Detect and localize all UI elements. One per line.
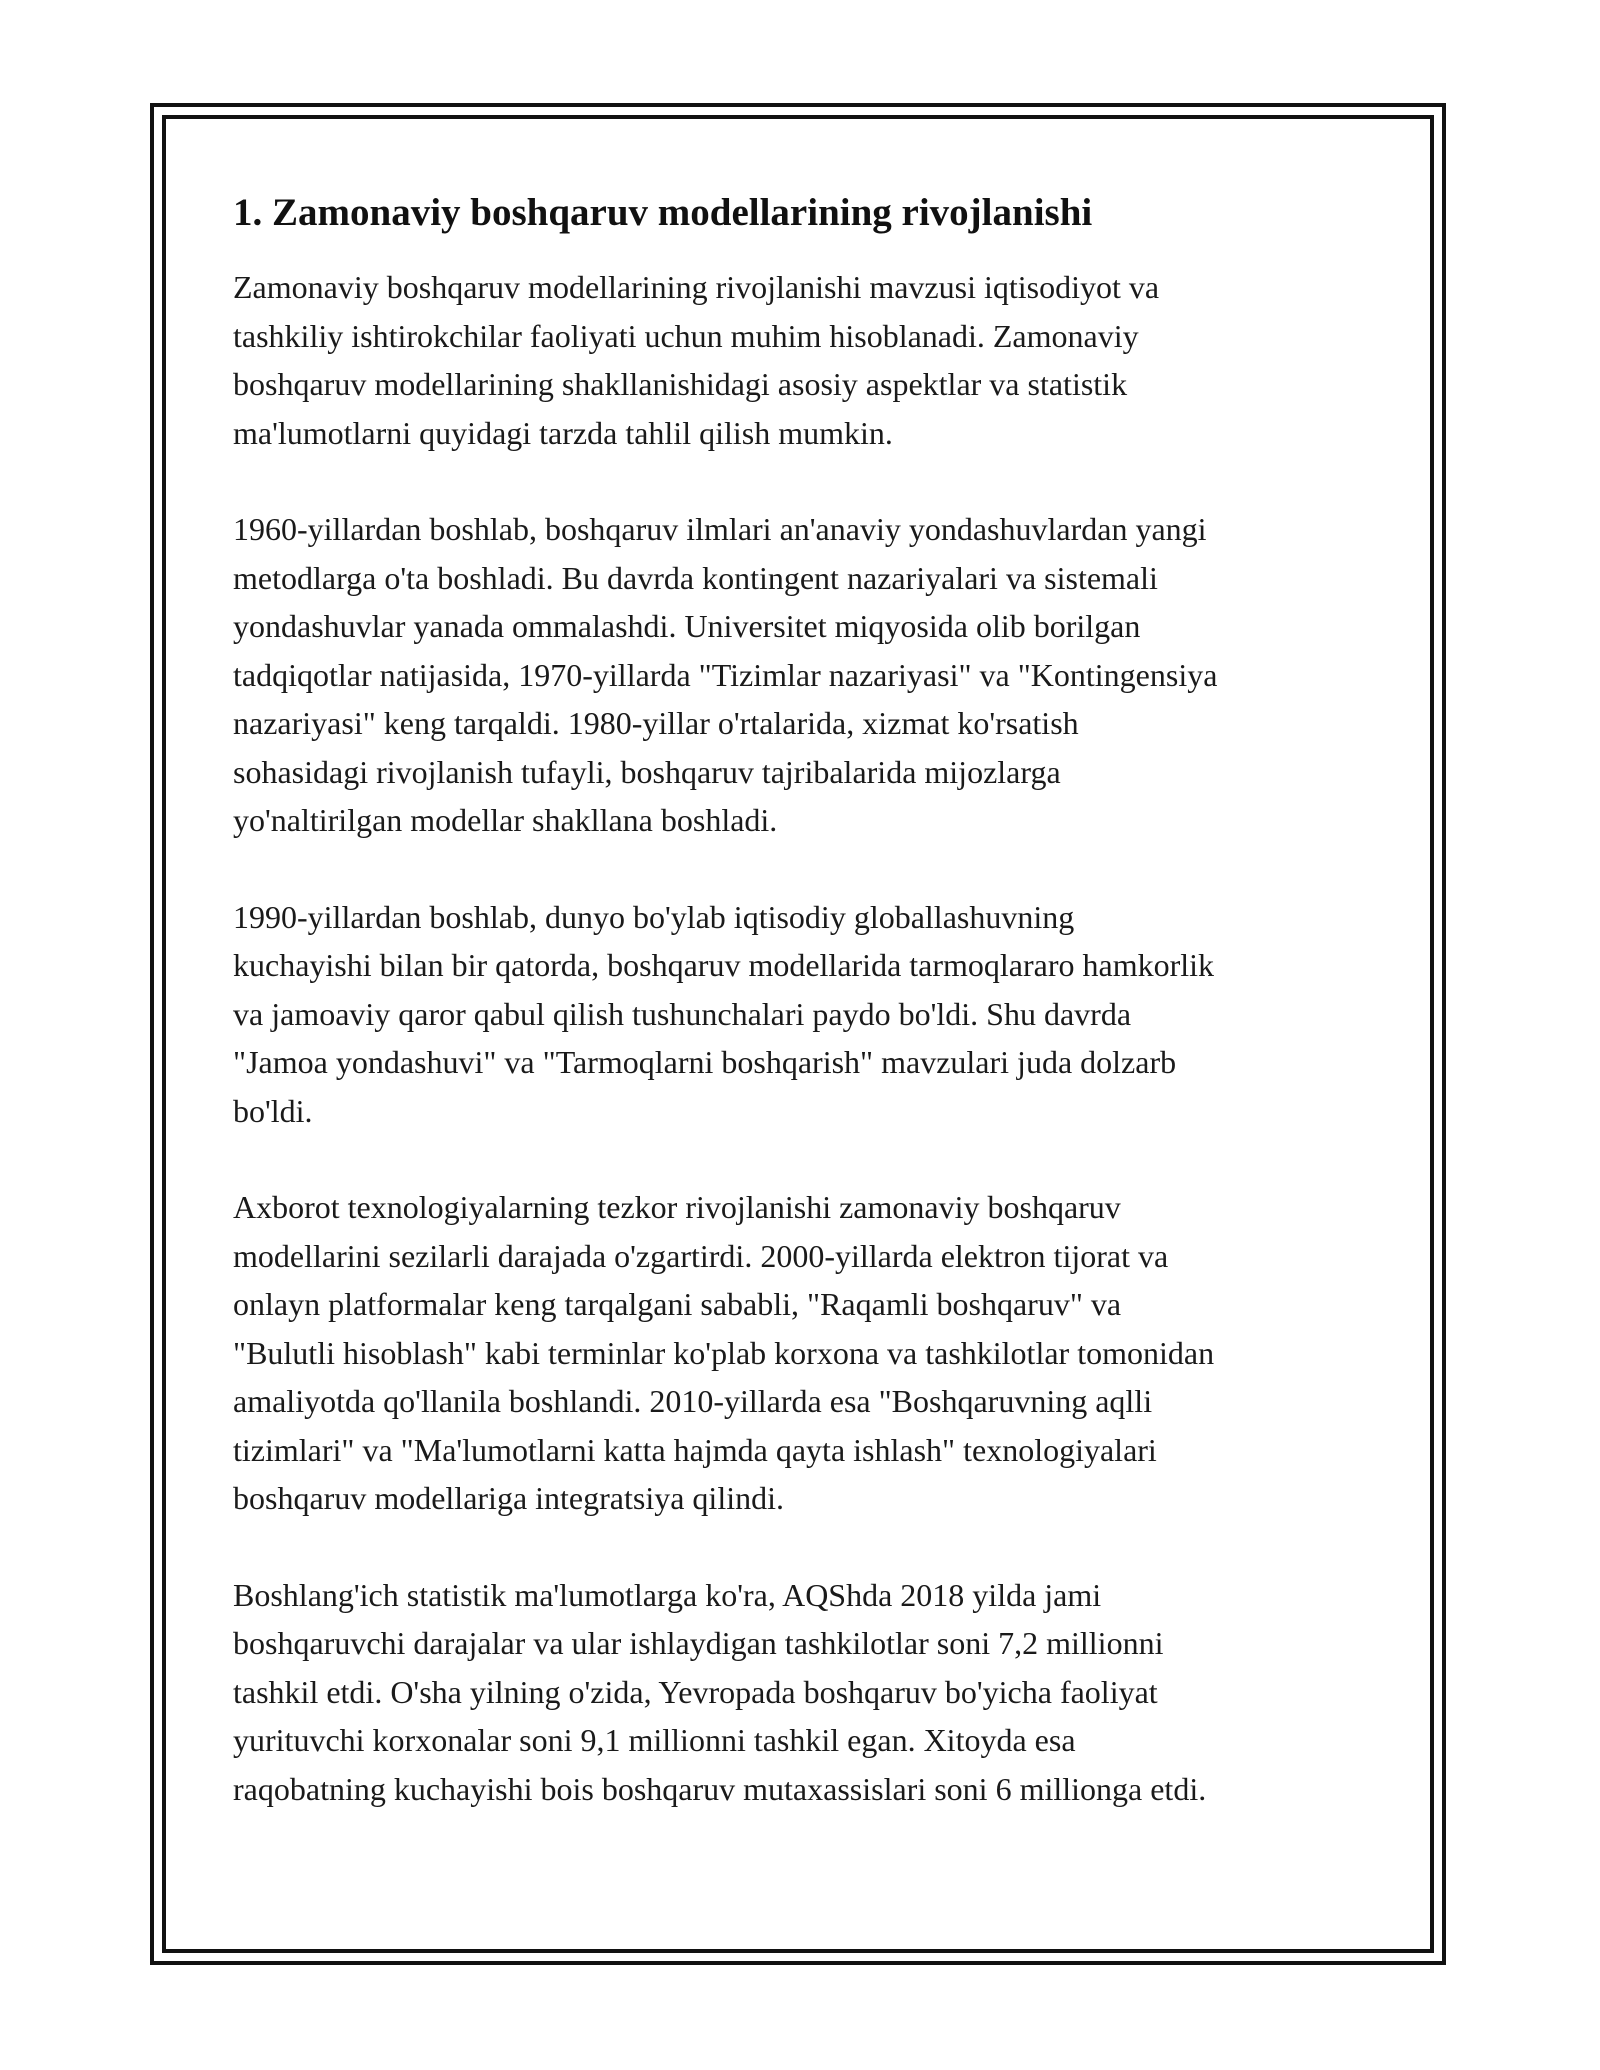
paragraph-line: sohasidagi rivojlanish tufayli, boshqaruv tajribalarida mijozlarga	[233, 753, 1061, 790]
paragraph-line: "Bulutli hisoblash" kabi terminlar ko'plab korxona va tashkilotlar tomonidan	[233, 1334, 1215, 1371]
paragraph-line: tashkiliy ishtirokchilar faoliyati uchun muhim hisoblanadi. Zamonaviy	[233, 317, 1139, 354]
paragraph-line: yondashuvlar yanada ommalashdi. Universitet miqyosida olib borilgan	[233, 608, 1141, 644]
paragraph-line: amaliyotda qo'llanila boshlandi. 2010-yillarda esa "Boshqaruvning aqlli	[233, 1383, 1153, 1419]
document-content	[233, 185, 1373, 1861]
paragraph-line: nazariyasi" keng tarqaldi. 1980-yillar o'rtalarida, xizmat ko'rsatish	[233, 705, 1079, 741]
paragraph-line: "Jamoa yondashuvi" va "Tarmoqlarni boshqarish" mavzulari juda dolzarb	[233, 1044, 1177, 1080]
paragraph-line: tadqiqotlar natijasida, 1970-yillarda "Tizimlar nazariyasi" va "Kontingensiya	[233, 656, 1218, 693]
paragraph-line: boshqaruv modellariga integratsiya qilindi.	[233, 1480, 784, 1516]
paragraph-line: bo'ldi.	[233, 1092, 313, 1129]
paragraph-line: 1960-yillardan boshlab, boshqaruv ilmlari an'anaviy yondashuvlardan yangi	[233, 511, 1207, 547]
paragraph-line: tashkil etdi. O'sha yilning o'zida, Yevropada boshqaruv bo'yicha faoliyat	[233, 1673, 1158, 1710]
paragraph-intro	[233, 263, 1373, 457]
paragraph-1960s	[233, 505, 1373, 845]
paragraph-it	[233, 1183, 1373, 1523]
section-heading: 1. Zamonaviy boshqaruv modellarining rivojlanishi	[233, 191, 1093, 234]
paragraph-line: 1990-yillardan boshlab, dunyo bo'ylab iqtisodiy globallashuvning	[233, 898, 1075, 935]
paragraph-line: tizimlari" va "Ma'lumotlarni katta hajmda qayta ishlash" texnologiyalari	[233, 1431, 1157, 1468]
paragraph-line: Boshlang'ich statistik ma'lumotlarga ko'ra, AQShda 2018 yilda jami	[233, 1576, 1102, 1613]
paragraph-line: yurituvchi korxonalar soni 9,1 millionni tashkil egan. Xitoyda esa	[233, 1722, 1076, 1758]
paragraph-line: metodlarga o'ta boshladi. Bu davrda kontingent nazariyalari va sistemali	[233, 559, 1158, 596]
paragraph-line: va jamoaviy qaror qabul qilish tushunchalari paydo bo'ldi. Shu davrda	[233, 995, 1132, 1032]
paragraph-line: yo'naltirilgan modellar shakllana boshladi.	[233, 802, 778, 838]
paragraph-statistics	[233, 1571, 1373, 1814]
paragraph-line: kuchayishi bilan bir qatorda, boshqaruv modellarida tarmoqlararo hamkorlik	[233, 947, 1215, 983]
paragraph-1990s	[233, 893, 1373, 1136]
paragraph-line: onlayn platformalar keng tarqalgani sababli, "Raqamli boshqaruv" va	[233, 1286, 1122, 1322]
paragraph-line: Axborot texnologiyalarning tezkor rivojlanishi zamonaviy boshqaruv	[233, 1189, 1121, 1225]
paragraph-line: boshqaruv modellarining shakllanishidagi asosiy aspektlar va statistik	[233, 366, 1128, 402]
paragraph-line: modellarini sezilarli darajada o'zgartirdi. 2000-yillarda elektron tijorat va	[233, 1237, 1169, 1274]
paragraph-line: ma'lumotlarni quyidagi tarzda tahlil qilish mumkin.	[233, 414, 893, 451]
paragraph-line: raqobatning kuchayishi bois boshqaruv mutaxassislari soni 6 millionga etdi.	[233, 1770, 1207, 1807]
paragraph-line: Zamonaviy boshqaruv modellarining rivojlanishi mavzusi iqtisodiyot va	[233, 269, 1160, 305]
paragraph-line: boshqaruvchi darajalar va ular ishlaydigan tashkilotlar soni 7,2 millionni	[233, 1625, 1164, 1661]
